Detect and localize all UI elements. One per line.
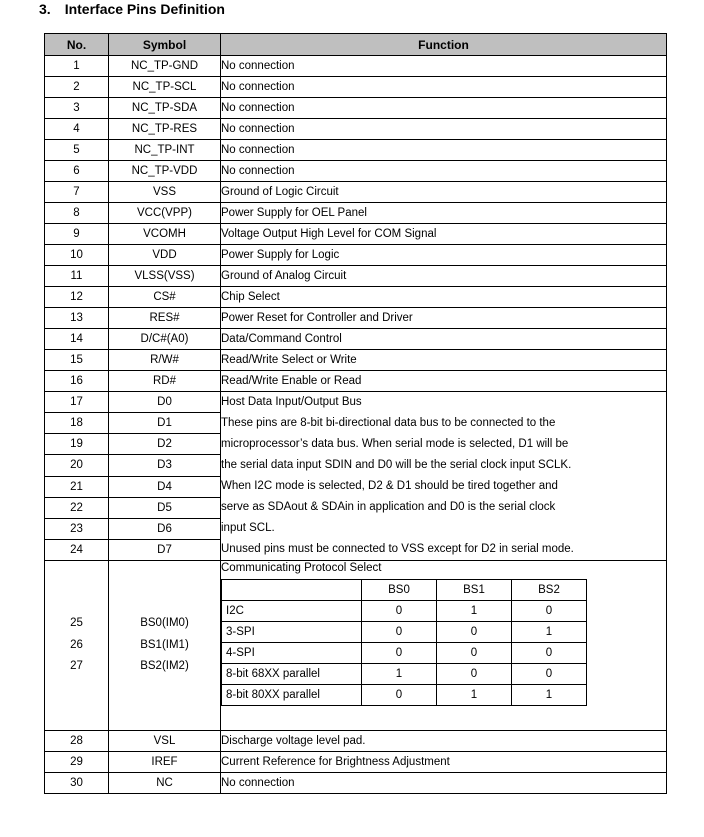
pin-symbol: NC_TP-RES [109, 119, 221, 140]
protocol-row [222, 601, 587, 622]
protocol-row [222, 622, 587, 643]
table-row [45, 119, 667, 140]
protocol-name: 8-bit 68XX parallel [222, 664, 362, 685]
protocol-row [222, 664, 587, 685]
pin-function: No connection [221, 161, 667, 182]
pin-number: 27 [70, 660, 83, 673]
table-header-row [45, 34, 667, 56]
pin-symbol: D1 [109, 413, 221, 434]
pin-symbol: IREF [109, 752, 221, 773]
pin-number: 12 [45, 287, 109, 308]
pin-symbol: NC_TP-SCL [109, 77, 221, 98]
protocol-bit-value: 0 [512, 664, 587, 685]
header-symbol: Symbol [109, 34, 221, 56]
pin-function: No connection [221, 77, 667, 98]
protocol-bit-value: 0 [362, 643, 437, 664]
table-row [45, 245, 667, 266]
pin-function: Chip Select [221, 287, 667, 308]
protocol-header-cell: BS1 [437, 580, 512, 601]
function-line: input SCL. [221, 522, 275, 534]
pin-number: 11 [45, 266, 109, 287]
protocol-header-cell: BS0 [362, 580, 437, 601]
table-row [45, 752, 667, 773]
pin-number-group [45, 561, 109, 731]
table-row [45, 161, 667, 182]
pin-function: Data/Command Control [221, 329, 667, 350]
protocol-bit-value: 1 [512, 622, 587, 643]
pin-function: Power Supply for OEL Panel [221, 203, 667, 224]
protocol-bit-value: 1 [512, 685, 587, 706]
table-row [45, 308, 667, 329]
pin-symbol: RD# [109, 371, 221, 392]
function-line: Unused pins must be connected to VSS except for D2 in serial mode. [221, 543, 574, 555]
pin-number: 2 [45, 77, 109, 98]
data-bus-function [221, 392, 667, 561]
table-row [45, 77, 667, 98]
pin-function: Read/Write Select or Write [221, 350, 667, 371]
protocol-bit-value: 1 [437, 685, 512, 706]
pin-number: 30 [45, 773, 109, 794]
pin-symbol: RES# [109, 308, 221, 329]
pin-symbol: D2 [109, 434, 221, 455]
table-row [45, 773, 667, 794]
pin-function: Voltage Output High Level for COM Signal [221, 224, 667, 245]
pin-number: 23 [45, 518, 109, 539]
protocol-bit-value: 1 [437, 601, 512, 622]
protocol-bit-value: 0 [512, 601, 587, 622]
pin-number: 9 [45, 224, 109, 245]
protocol-name: 8-bit 80XX parallel [222, 685, 362, 706]
pin-number: 10 [45, 245, 109, 266]
table-row [45, 350, 667, 371]
pin-symbol: VLSS(VSS) [109, 266, 221, 287]
function-line: microprocessor’s data bus. When serial mode is selected, D1 will be [221, 438, 569, 450]
table-row [45, 371, 667, 392]
table-body [45, 56, 667, 794]
pin-number: 22 [45, 497, 109, 518]
pin-number: 29 [45, 752, 109, 773]
pin-symbol: R/W# [109, 350, 221, 371]
pin-symbol: D5 [109, 497, 221, 518]
pin-symbol: VDD [109, 245, 221, 266]
pin-function: Power Supply for Logic [221, 245, 667, 266]
pin-function: No connection [221, 98, 667, 119]
section-number: 3. [39, 1, 51, 17]
pin-function: Ground of Analog Circuit [221, 266, 667, 287]
pin-symbol: NC_TP-INT [109, 140, 221, 161]
pin-symbol: D6 [109, 518, 221, 539]
pin-symbol: D/C#(A0) [109, 329, 221, 350]
pin-symbol: D0 [109, 392, 221, 413]
pin-number: 6 [45, 161, 109, 182]
pin-number: 1 [45, 56, 109, 77]
section-title: Interface Pins Definition [64, 1, 225, 17]
protocol-row [222, 643, 587, 664]
header-no: No. [45, 34, 109, 56]
pin-number: 13 [45, 308, 109, 329]
pin-function: Discharge voltage level pad. [221, 731, 667, 752]
pin-symbol-group [109, 561, 221, 731]
pin-symbol: VCOMH [109, 224, 221, 245]
protocol-header-cell: BS2 [512, 580, 587, 601]
header-function: Function [221, 34, 667, 56]
pin-symbol: D4 [109, 476, 221, 497]
protocol-bit-value: 0 [437, 643, 512, 664]
pin-number: 26 [70, 638, 83, 651]
table-row [45, 329, 667, 350]
protocol-bit-value: 1 [362, 664, 437, 685]
table-row [45, 266, 667, 287]
pin-number: 19 [45, 434, 109, 455]
pin-number: 25 [70, 617, 83, 630]
pin-number: 7 [45, 182, 109, 203]
table-row [45, 182, 667, 203]
table-row [45, 731, 667, 752]
protocol-bit-value: 0 [512, 643, 587, 664]
pin-symbol: NC_TP-VDD [109, 161, 221, 182]
table-row [45, 392, 667, 413]
pin-function: Power Reset for Controller and Driver [221, 308, 667, 329]
pin-symbol: NC_TP-GND [109, 56, 221, 77]
table-row [45, 140, 667, 161]
protocol-bit-value: 0 [437, 622, 512, 643]
pin-number: 5 [45, 140, 109, 161]
protocol-select-function [221, 561, 667, 731]
function-line: When I2C mode is selected, D2 & D1 should be tired together and [221, 480, 558, 492]
function-line: the serial data input SDIN and D0 will be the serial clock input SCLK. [221, 459, 572, 471]
protocol-select-title: Communicating Protocol Select [221, 562, 382, 574]
protocol-bit-value: 0 [437, 664, 512, 685]
pin-number: 21 [45, 476, 109, 497]
table-row [45, 203, 667, 224]
pin-symbol: BS2(IM2) [140, 660, 189, 673]
pin-number: 17 [45, 392, 109, 413]
pin-number: 3 [45, 98, 109, 119]
pin-function: No connection [221, 119, 667, 140]
protocol-bit-value: 0 [362, 685, 437, 706]
table-row [45, 224, 667, 245]
protocol-name: 3-SPI [222, 622, 362, 643]
pin-symbol: CS# [109, 287, 221, 308]
pin-symbol: D7 [109, 539, 221, 560]
section-heading [39, 1, 225, 17]
pin-function: Current Reference for Brightness Adjustment [221, 752, 667, 773]
protocol-name: 4-SPI [222, 643, 362, 664]
pin-definition-table [44, 33, 667, 794]
protocol-header-cell [222, 580, 362, 601]
table-row [45, 561, 667, 731]
pin-symbol: NC_TP-SDA [109, 98, 221, 119]
protocol-select-table [221, 579, 587, 706]
pin-symbol: BS0(IM0) [140, 617, 189, 630]
pin-function: No connection [221, 56, 667, 77]
pin-number: 14 [45, 329, 109, 350]
function-line: Host Data Input/Output Bus [221, 396, 362, 408]
pin-number: 20 [45, 455, 109, 476]
pin-number: 18 [45, 413, 109, 434]
pin-number: 28 [45, 731, 109, 752]
pin-symbol: VSS [109, 182, 221, 203]
pin-symbol: BS1(IM1) [140, 638, 189, 651]
pin-number: 4 [45, 119, 109, 140]
pin-number: 24 [45, 539, 109, 560]
pin-function: No connection [221, 140, 667, 161]
pin-function: Ground of Logic Circuit [221, 182, 667, 203]
table-row [45, 56, 667, 77]
function-line: These pins are 8-bit bi-directional data bus to be connected to the [221, 417, 556, 429]
pin-symbol: NC [109, 773, 221, 794]
pin-function: Read/Write Enable or Read [221, 371, 667, 392]
table-row [45, 98, 667, 119]
protocol-row [222, 685, 587, 706]
pin-number: 16 [45, 371, 109, 392]
table-row [45, 287, 667, 308]
pin-number: 8 [45, 203, 109, 224]
pin-function: No connection [221, 773, 667, 794]
protocol-header-row [222, 580, 587, 601]
protocol-bit-value: 0 [362, 622, 437, 643]
pin-symbol: D3 [109, 455, 221, 476]
function-line: serve as SDAout & SDAin in application and D0 is the serial clock [221, 501, 556, 513]
pin-symbol: VSL [109, 731, 221, 752]
pin-number: 15 [45, 350, 109, 371]
pin-symbol: VCC(VPP) [109, 203, 221, 224]
protocol-bit-value: 0 [362, 601, 437, 622]
protocol-name: I2C [222, 601, 362, 622]
